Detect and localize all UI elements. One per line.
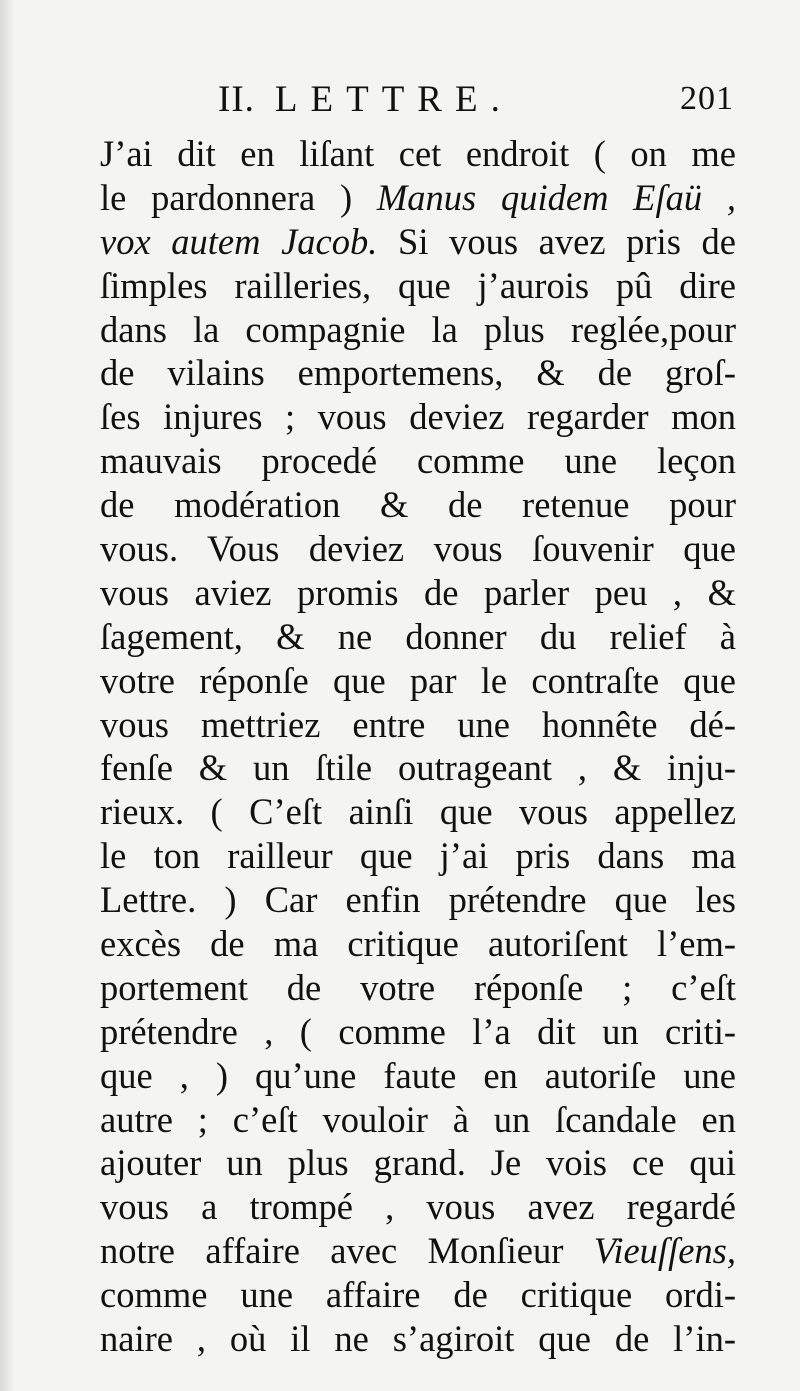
text-span: dans la compagnie la plus reglée,pour: [100, 308, 736, 350]
text-span: ajouter un plus grand. Je vois ce qui: [100, 1142, 736, 1184]
text-line: [100, 527, 736, 571]
page-number: 201: [680, 80, 734, 117]
italic-text: Manus quidem Eſaü ,: [376, 176, 736, 218]
text-span: ſimples railleries, que j’aurois pû dire: [100, 264, 736, 306]
text-line: [100, 1054, 736, 1098]
text-line: [100, 790, 736, 834]
text-line: [100, 1185, 736, 1229]
text-span: naire , où il ne s’agiroit que de l’in-: [100, 1318, 736, 1360]
text-line: [100, 351, 736, 395]
text-line: [100, 966, 736, 1010]
text-span: Lettre. ) Car enfin prétendre que les: [100, 879, 736, 921]
text-span: vous. Vous deviez vous ſouvenir que: [100, 528, 736, 570]
italic-text: vox autem Jacob.: [100, 220, 378, 262]
text-line: [100, 395, 736, 439]
binding-shadow: [0, 0, 14, 1391]
text-span: de vilains emportemens, & de groſ-: [100, 352, 736, 394]
part-number: II.: [218, 79, 255, 120]
italic-text: Vieuſſens,: [593, 1230, 736, 1272]
text-span: Si vous avez pris de: [377, 220, 736, 262]
text-line: [100, 176, 736, 220]
text-span: fenſe & un ſtile outrageant , & inju-: [100, 747, 736, 789]
text-line: [100, 1010, 736, 1054]
text-span: ſes injures ; vous deviez regarder mon: [100, 396, 736, 438]
text-line: [100, 1141, 736, 1185]
text-span: portement de votre réponſe ; c’eſt: [100, 966, 736, 1008]
text-span: votre réponſe que par le contraſte que: [100, 659, 736, 701]
text-span: que , ) qu’une faute en autoriſe une: [100, 1054, 736, 1096]
text-line: [100, 571, 736, 615]
text-span: le pardonnera ): [100, 176, 377, 218]
running-title: [218, 78, 513, 121]
text-span: vous mettriez entre une honnête dé-: [100, 703, 736, 745]
text-line: [100, 220, 736, 264]
text-line: [100, 1273, 736, 1317]
text-line: [100, 1229, 736, 1273]
text-span: mauvais procedé comme une leçon: [100, 440, 736, 482]
text-span: comme une affaire de critique ordi-: [100, 1274, 736, 1316]
text-span: J’ai dit en liſant cet endroit ( on me: [100, 133, 736, 174]
text-span: excès de ma critique autoriſent l’em-: [100, 923, 736, 965]
text-span: prétendre , ( comme l’a dit un criti-: [100, 1010, 736, 1052]
text-span: de modération & de retenue pour: [100, 484, 736, 526]
text-span: vous a trompé , vous avez regardé: [100, 1186, 736, 1228]
text-span: autre ; c’eſt vouloir à un ſcandale en: [100, 1098, 736, 1140]
text-line: [100, 834, 736, 878]
text-span: notre affaire avec Monſieur: [100, 1230, 594, 1272]
text-span: rieux. ( C’eſt ainſi que vous appellez: [100, 791, 736, 833]
text-line: [100, 132, 736, 176]
running-header: [104, 78, 744, 126]
text-span: ſagement, & ne donner du relief à: [100, 615, 736, 657]
body-text: [100, 132, 736, 1361]
text-span: vous aviez promis de parler peu , &: [100, 571, 736, 613]
text-line: [100, 1098, 736, 1142]
text-line: [100, 659, 736, 703]
title-word: LETTRE.: [274, 79, 513, 120]
text-line: [100, 1317, 736, 1361]
text-line: [100, 483, 736, 527]
text-line: [100, 308, 736, 352]
text-line: [100, 746, 736, 790]
text-line: [100, 615, 736, 659]
text-line: [100, 878, 736, 922]
text-span: le ton railleur que j’ai pris dans ma: [100, 835, 736, 877]
text-line: [100, 703, 736, 747]
text-line: [100, 922, 736, 966]
text-line: [100, 264, 736, 308]
text-line: [100, 439, 736, 483]
